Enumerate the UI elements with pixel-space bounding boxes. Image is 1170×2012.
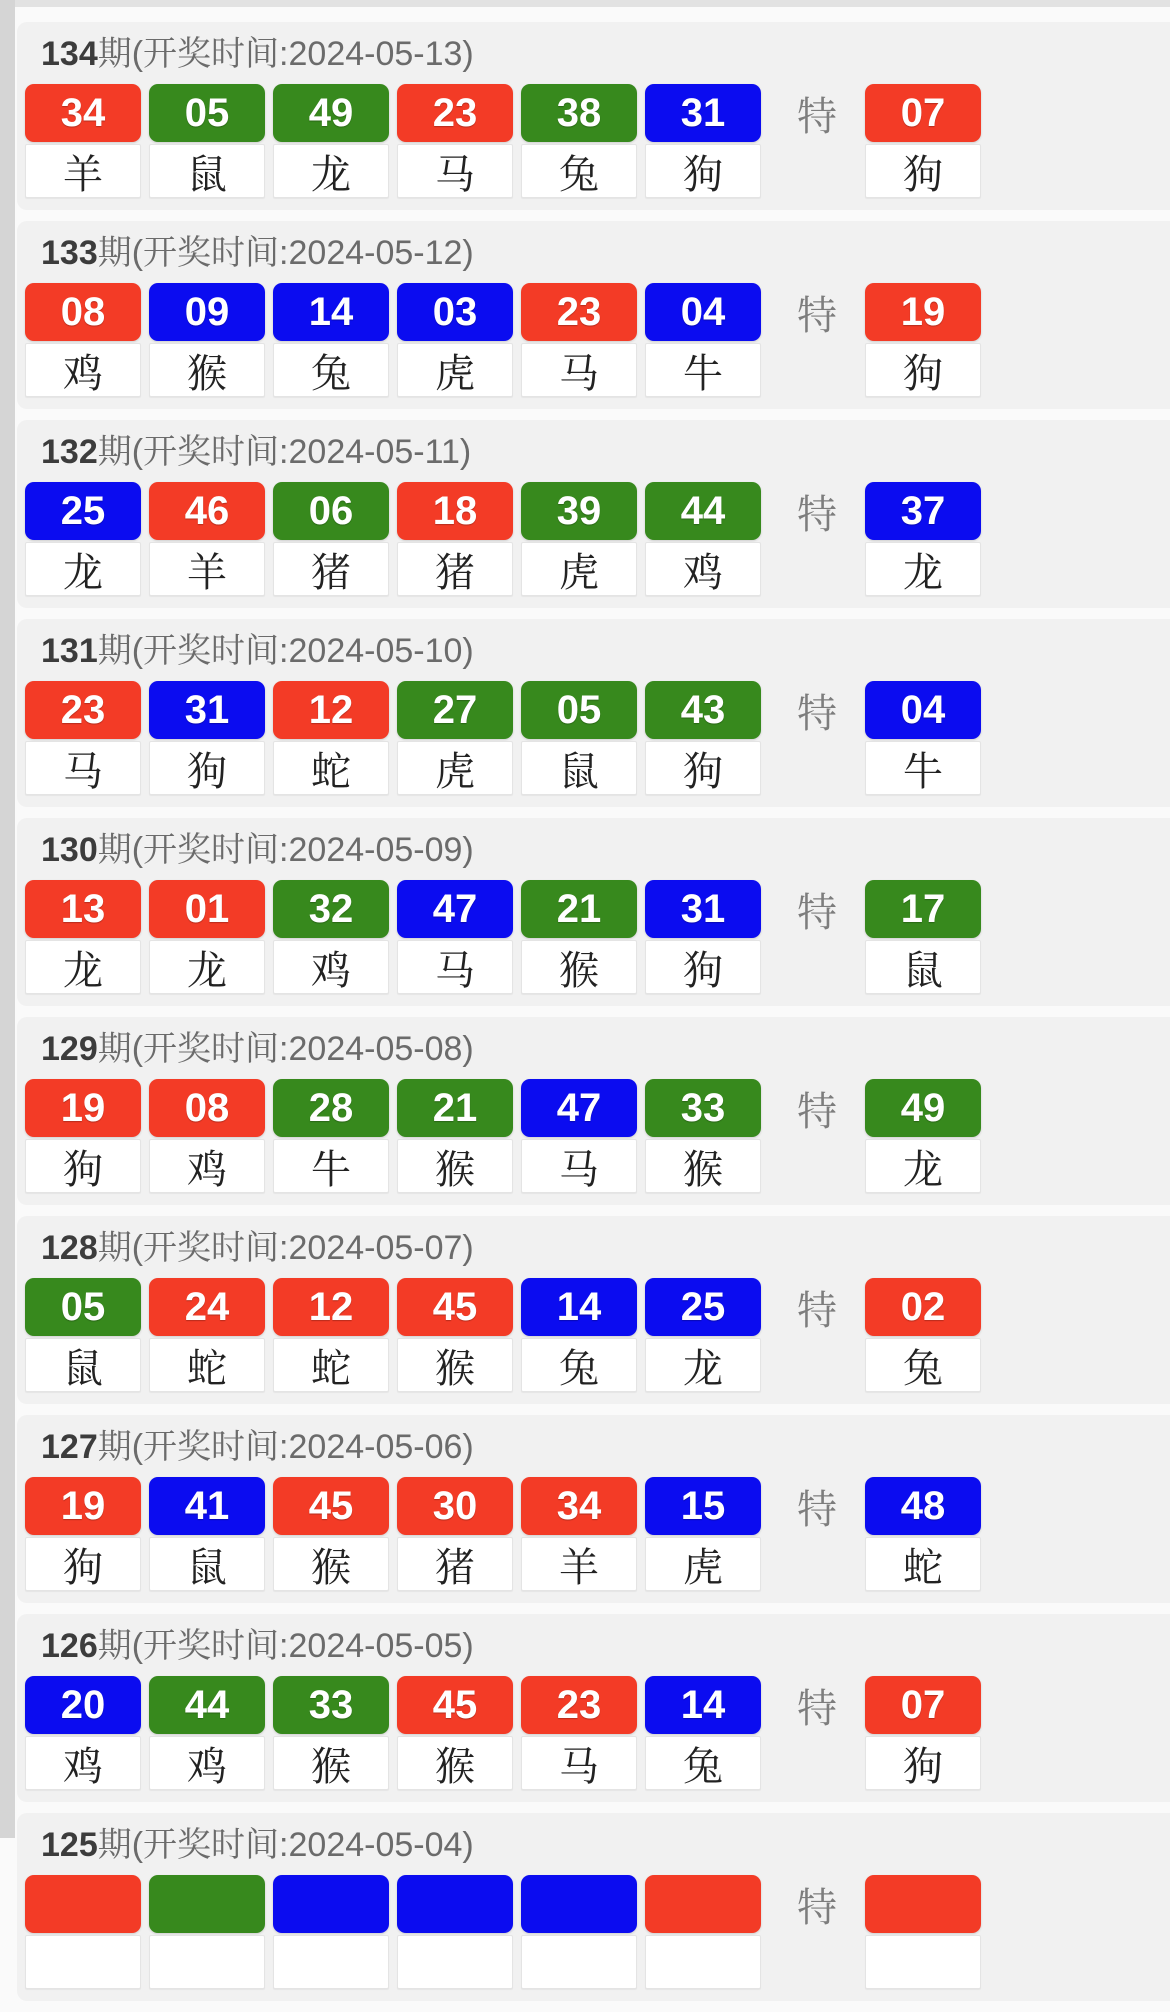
- special-ball-tile: [865, 283, 981, 397]
- ball-number: 19: [865, 283, 981, 341]
- ball-tile: [149, 1875, 265, 1989]
- ball-number: [25, 1875, 141, 1933]
- ball-tile: [397, 482, 513, 596]
- ball-number: [645, 1875, 761, 1933]
- ball-tile: [273, 1676, 389, 1790]
- ball-number: 27: [397, 681, 513, 739]
- ball-tile: [521, 1278, 637, 1392]
- ball-tile: [645, 1079, 761, 1193]
- draw-time-text: 期(开奖时间:2024-05-05): [97, 1627, 474, 1665]
- ball-tile: [25, 1278, 141, 1392]
- special-ball-tile: [865, 1079, 981, 1193]
- ball-zodiac: 羊: [521, 1537, 637, 1591]
- ball-tile: [397, 1079, 513, 1193]
- ball-tile: [25, 1477, 141, 1591]
- ball-zodiac: 兔: [521, 144, 637, 198]
- ball-zodiac: 狗: [25, 1537, 141, 1591]
- draw-row: [25, 283, 1170, 397]
- ball-zodiac: [273, 1935, 389, 1989]
- ball-tile: [273, 1875, 389, 1989]
- ball-zodiac: 虎: [521, 542, 637, 596]
- ball-zodiac: 马: [521, 1736, 637, 1790]
- ball-tile: [521, 1875, 637, 1989]
- ball-zodiac: 猪: [273, 542, 389, 596]
- special-ball-tile: [865, 1875, 981, 1989]
- ball-number: 31: [149, 681, 265, 739]
- draw-title: [25, 629, 1170, 675]
- ball-zodiac: 狗: [865, 144, 981, 198]
- ball-tile: [397, 1477, 513, 1591]
- ball-number: 47: [521, 1079, 637, 1137]
- ball-zodiac: 猴: [273, 1537, 389, 1591]
- special-label: 特: [797, 1885, 837, 1930]
- ball-number: 38: [521, 84, 637, 142]
- ball-zodiac: [397, 1935, 513, 1989]
- ball-zodiac: 鸡: [25, 343, 141, 397]
- ball-zodiac: 鸡: [645, 542, 761, 596]
- ball-zodiac: 狗: [645, 144, 761, 198]
- period-number: 125: [41, 1826, 98, 1864]
- draw-section: [17, 1017, 1170, 1205]
- draw-section: [17, 1415, 1170, 1603]
- ball-number: 49: [273, 84, 389, 142]
- ball-tile: [273, 1477, 389, 1591]
- ball-zodiac: [521, 1935, 637, 1989]
- ball-tile: [149, 681, 265, 795]
- ball-number: 31: [645, 84, 761, 142]
- ball-tile: [645, 1477, 761, 1591]
- draw-title: [25, 828, 1170, 874]
- draw-row: [25, 1875, 1170, 1989]
- ball-number: 24: [149, 1278, 265, 1336]
- special-label: 特: [797, 1288, 837, 1333]
- ball-tile: [645, 880, 761, 994]
- ball-tile: [25, 681, 141, 795]
- ball-zodiac: 鼠: [149, 144, 265, 198]
- ball-tile: [645, 283, 761, 397]
- ball-zodiac: 牛: [865, 741, 981, 795]
- ball-number: 17: [865, 880, 981, 938]
- draw-section: [17, 420, 1170, 608]
- ball-zodiac: 牛: [645, 343, 761, 397]
- draw-time-text: 期(开奖时间:2024-05-11): [97, 433, 472, 471]
- ball-number: 45: [397, 1676, 513, 1734]
- ball-number: 14: [645, 1676, 761, 1734]
- ball-number: 07: [865, 1676, 981, 1734]
- ball-number: 25: [645, 1278, 761, 1336]
- ball-tile: [273, 880, 389, 994]
- draw-row: [25, 681, 1170, 795]
- draw-title: [25, 231, 1170, 277]
- ball-number: 44: [645, 482, 761, 540]
- ball-tile: [397, 880, 513, 994]
- special-label: 特: [797, 691, 837, 736]
- ball-zodiac: 猴: [645, 1139, 761, 1193]
- ball-zodiac: [25, 1935, 141, 1989]
- ball-zodiac: [645, 1935, 761, 1989]
- draw-title: [25, 1027, 1170, 1073]
- ball-zodiac: 鼠: [521, 741, 637, 795]
- ball-number: 21: [397, 1079, 513, 1137]
- ball-tile: [25, 1079, 141, 1193]
- ball-number: 32: [273, 880, 389, 938]
- special-ball-tile: [865, 1477, 981, 1591]
- period-number: 126: [41, 1627, 98, 1665]
- special-label: 特: [797, 1487, 837, 1532]
- draw-time-text: 期(开奖时间:2024-05-09): [97, 831, 474, 869]
- ball-number: 02: [865, 1278, 981, 1336]
- ball-zodiac: 狗: [645, 940, 761, 994]
- draw-row: [25, 1477, 1170, 1591]
- ball-zodiac: 虎: [645, 1537, 761, 1591]
- draw-row: [25, 482, 1170, 596]
- draw-section: [17, 619, 1170, 807]
- ball-number: 20: [25, 1676, 141, 1734]
- ball-number: 07: [865, 84, 981, 142]
- special-ball-tile: [865, 1278, 981, 1392]
- draw-title: [25, 1226, 1170, 1272]
- period-number: 130: [41, 831, 98, 869]
- ball-zodiac: 鸡: [149, 1736, 265, 1790]
- ball-number: 12: [273, 1278, 389, 1336]
- ball-zodiac: 狗: [645, 741, 761, 795]
- ball-zodiac: 龙: [865, 542, 981, 596]
- ball-tile: [521, 1079, 637, 1193]
- period-number: 128: [41, 1229, 98, 1267]
- ball-tile: [273, 681, 389, 795]
- ball-tile: [397, 1875, 513, 1989]
- draw-row: [25, 84, 1170, 198]
- special-label: 特: [797, 94, 837, 139]
- ball-zodiac: 狗: [865, 1736, 981, 1790]
- ball-tile: [645, 1278, 761, 1392]
- ball-number: 08: [25, 283, 141, 341]
- ball-number: 14: [521, 1278, 637, 1336]
- ball-zodiac: 兔: [521, 1338, 637, 1392]
- ball-number: 33: [273, 1676, 389, 1734]
- draw-section: [17, 22, 1170, 210]
- ball-zodiac: 猴: [149, 343, 265, 397]
- ball-tile: [397, 1278, 513, 1392]
- ball-tile: [273, 84, 389, 198]
- special-ball-tile: [865, 84, 981, 198]
- ball-number: 31: [645, 880, 761, 938]
- ball-zodiac: 鸡: [273, 940, 389, 994]
- draw-title: [25, 32, 1170, 78]
- ball-zodiac: 猴: [521, 940, 637, 994]
- draw-title: [25, 1425, 1170, 1471]
- ball-zodiac: 狗: [865, 343, 981, 397]
- ball-tile: [645, 1676, 761, 1790]
- ball-tile: [25, 482, 141, 596]
- ball-number: 09: [149, 283, 265, 341]
- ball-zodiac: 猴: [273, 1736, 389, 1790]
- ball-zodiac: 猴: [397, 1736, 513, 1790]
- ball-tile: [397, 1676, 513, 1790]
- ball-zodiac: 马: [25, 741, 141, 795]
- ball-zodiac: 羊: [149, 542, 265, 596]
- ball-zodiac: 鼠: [149, 1537, 265, 1591]
- draw-time-text: 期(开奖时间:2024-05-04): [97, 1826, 474, 1864]
- period-number: 132: [41, 433, 98, 471]
- ball-tile: [521, 84, 637, 198]
- ball-number: 34: [25, 84, 141, 142]
- ball-number: 13: [25, 880, 141, 938]
- ball-number: 03: [397, 283, 513, 341]
- ball-number: 33: [645, 1079, 761, 1137]
- ball-number: [273, 1875, 389, 1933]
- ball-zodiac: 蛇: [273, 1338, 389, 1392]
- ball-tile: [25, 283, 141, 397]
- ball-tile: [25, 880, 141, 994]
- ball-tile: [521, 283, 637, 397]
- ball-number: 19: [25, 1079, 141, 1137]
- ball-zodiac: 猴: [397, 1139, 513, 1193]
- ball-number: 30: [397, 1477, 513, 1535]
- ball-zodiac: 兔: [645, 1736, 761, 1790]
- draw-title: [25, 430, 1170, 476]
- ball-zodiac: 龙: [25, 542, 141, 596]
- ball-tile: [397, 84, 513, 198]
- ball-number: 19: [25, 1477, 141, 1535]
- ball-number: 49: [865, 1079, 981, 1137]
- special-label: 特: [797, 492, 837, 537]
- ball-number: 15: [645, 1477, 761, 1535]
- ball-number: 25: [25, 482, 141, 540]
- draw-time-text: 期(开奖时间:2024-05-08): [97, 1030, 474, 1068]
- ball-number: 21: [521, 880, 637, 938]
- ball-tile: [521, 1477, 637, 1591]
- draw-row: [25, 1278, 1170, 1392]
- ball-zodiac: 马: [521, 343, 637, 397]
- period-number: 129: [41, 1030, 98, 1068]
- ball-tile: [273, 1278, 389, 1392]
- ball-zodiac: 牛: [273, 1139, 389, 1193]
- ball-number: 28: [273, 1079, 389, 1137]
- ball-zodiac: 龙: [25, 940, 141, 994]
- period-number: 134: [41, 35, 98, 73]
- ball-tile: [149, 1278, 265, 1392]
- ball-zodiac: 狗: [149, 741, 265, 795]
- ball-tile: [25, 1875, 141, 1989]
- ball-number: 45: [273, 1477, 389, 1535]
- draw-section: [17, 1614, 1170, 1802]
- ball-zodiac: 兔: [273, 343, 389, 397]
- period-number: 133: [41, 234, 98, 272]
- draw-row: [25, 1676, 1170, 1790]
- ball-number: 04: [645, 283, 761, 341]
- ball-number: 05: [521, 681, 637, 739]
- draw-time-text: 期(开奖时间:2024-05-06): [97, 1428, 474, 1466]
- ball-number: [149, 1875, 265, 1933]
- ball-zodiac: 马: [397, 144, 513, 198]
- ball-tile: [149, 1676, 265, 1790]
- special-ball-tile: [865, 681, 981, 795]
- ball-number: 08: [149, 1079, 265, 1137]
- ball-number: 41: [149, 1477, 265, 1535]
- ball-zodiac: 马: [397, 940, 513, 994]
- draw-time-text: 期(开奖时间:2024-05-10): [97, 632, 474, 670]
- ball-zodiac: 兔: [865, 1338, 981, 1392]
- ball-zodiac: 蛇: [149, 1338, 265, 1392]
- ball-number: 23: [25, 681, 141, 739]
- ball-zodiac: 龙: [645, 1338, 761, 1392]
- ball-tile: [149, 283, 265, 397]
- ball-tile: [397, 681, 513, 795]
- ball-number: [865, 1875, 981, 1933]
- draw-row: [25, 1079, 1170, 1193]
- ball-number: 18: [397, 482, 513, 540]
- special-ball-tile: [865, 1676, 981, 1790]
- ball-number: 45: [397, 1278, 513, 1336]
- ball-zodiac: 龙: [865, 1139, 981, 1193]
- special-label: 特: [797, 1686, 837, 1731]
- ball-zodiac: 鸡: [25, 1736, 141, 1790]
- special-ball-tile: [865, 482, 981, 596]
- ball-number: 39: [521, 482, 637, 540]
- ball-tile: [25, 84, 141, 198]
- page-top-border: [0, 0, 1170, 7]
- draw-section: [17, 221, 1170, 409]
- ball-number: 01: [149, 880, 265, 938]
- ball-zodiac: [865, 1935, 981, 1989]
- ball-tile: [521, 681, 637, 795]
- special-ball-tile: [865, 880, 981, 994]
- ball-zodiac: 鸡: [149, 1139, 265, 1193]
- ball-number: 14: [273, 283, 389, 341]
- ball-tile: [521, 482, 637, 596]
- draw-time-text: 期(开奖时间:2024-05-13): [97, 35, 474, 73]
- ball-zodiac: 鼠: [25, 1338, 141, 1392]
- special-label: 特: [797, 890, 837, 935]
- ball-zodiac: 龙: [149, 940, 265, 994]
- ball-tile: [645, 482, 761, 596]
- ball-zodiac: 猪: [397, 542, 513, 596]
- draw-time-text: 期(开奖时间:2024-05-07): [97, 1229, 474, 1267]
- draw-title: [25, 1823, 1170, 1869]
- ball-number: [521, 1875, 637, 1933]
- special-label: 特: [797, 1089, 837, 1134]
- ball-number: 23: [521, 1676, 637, 1734]
- scrollbar-track: [0, 0, 15, 1838]
- ball-tile: [645, 681, 761, 795]
- ball-tile: [645, 84, 761, 198]
- ball-zodiac: 虎: [397, 741, 513, 795]
- ball-number: 06: [273, 482, 389, 540]
- ball-tile: [273, 1079, 389, 1193]
- results-list: [17, 22, 1170, 2012]
- ball-zodiac: 猪: [397, 1537, 513, 1591]
- ball-zodiac: 马: [521, 1139, 637, 1193]
- ball-tile: [273, 283, 389, 397]
- ball-zodiac: 蛇: [865, 1537, 981, 1591]
- ball-number: [397, 1875, 513, 1933]
- ball-zodiac: [149, 1935, 265, 1989]
- ball-tile: [521, 1676, 637, 1790]
- ball-tile: [149, 1079, 265, 1193]
- ball-tile: [397, 283, 513, 397]
- ball-zodiac: 虎: [397, 343, 513, 397]
- period-number: 131: [41, 632, 98, 670]
- ball-tile: [25, 1676, 141, 1790]
- ball-number: 47: [397, 880, 513, 938]
- ball-zodiac: 猴: [397, 1338, 513, 1392]
- draw-title: [25, 1624, 1170, 1670]
- ball-zodiac: 羊: [25, 144, 141, 198]
- ball-tile: [149, 482, 265, 596]
- ball-zodiac: 鼠: [865, 940, 981, 994]
- ball-number: 23: [521, 283, 637, 341]
- ball-tile: [149, 880, 265, 994]
- ball-zodiac: 龙: [273, 144, 389, 198]
- draw-row: [25, 880, 1170, 994]
- ball-number: 44: [149, 1676, 265, 1734]
- ball-tile: [149, 84, 265, 198]
- period-number: 127: [41, 1428, 98, 1466]
- ball-number: 05: [25, 1278, 141, 1336]
- ball-tile: [645, 1875, 761, 1989]
- draw-time-text: 期(开奖时间:2024-05-12): [97, 234, 474, 272]
- ball-number: 23: [397, 84, 513, 142]
- ball-number: 04: [865, 681, 981, 739]
- ball-number: 37: [865, 482, 981, 540]
- ball-tile: [273, 482, 389, 596]
- draw-section: [17, 1216, 1170, 1404]
- ball-number: 43: [645, 681, 761, 739]
- special-label: 特: [797, 293, 837, 338]
- ball-number: 48: [865, 1477, 981, 1535]
- ball-number: 46: [149, 482, 265, 540]
- ball-zodiac: 狗: [25, 1139, 141, 1193]
- draw-section: [17, 818, 1170, 1006]
- ball-number: 05: [149, 84, 265, 142]
- ball-number: 34: [521, 1477, 637, 1535]
- ball-zodiac: 蛇: [273, 741, 389, 795]
- ball-number: 12: [273, 681, 389, 739]
- ball-tile: [149, 1477, 265, 1591]
- draw-section: [17, 1813, 1170, 2001]
- ball-tile: [521, 880, 637, 994]
